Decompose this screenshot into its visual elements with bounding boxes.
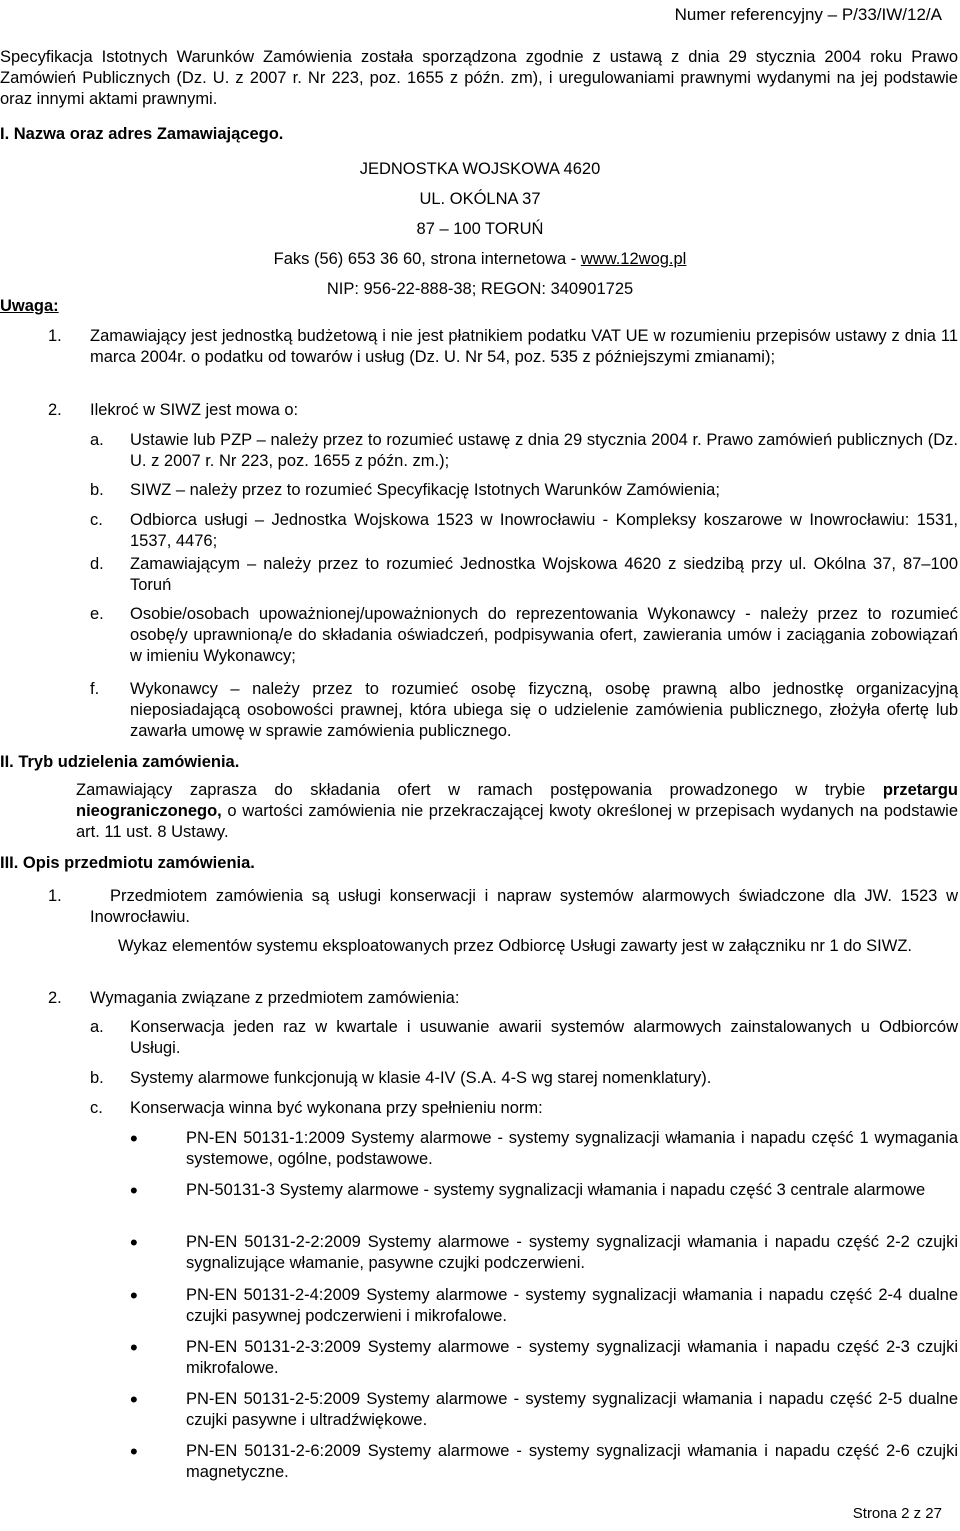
note-label: Uwaga: (0, 297, 59, 315)
requirement-text: Systemy alarmowe funkcjonują w klasie 4-IV (S.A. 4-S wg starej nomenklatury). (130, 1069, 712, 1087)
requirement-letter: a. (90, 1018, 104, 1036)
section-3-heading: III. Opis przedmiotu zamówienia. (0, 854, 255, 872)
note-text: Ilekroć w SIWZ jest mowa o: (90, 401, 299, 419)
note-number: 1. (48, 327, 62, 345)
intro-paragraph: Specyfikacja Istotnych Warunków Zamówienia została sporządzona zgodnie z ustawą z dnia 29 stycznia 2004 roku Prawo Zamówień Publicznych (Dz. U. z 2007 r. Nr 223, poz. 1655 z późn. zm), i uregulowaniami prawnymi wydanymi na jej podstawie oraz innymi aktami prawnymi. (0, 48, 958, 108)
bullet-icon: • (130, 1178, 138, 1203)
norm-item: PN-EN 50131-1:2009 Systemy alarmowe - systemy sygnalizacji włamania i napadu część 1 wymagania systemowe, ogólne, podstawowe. (186, 1129, 958, 1168)
address-ids: NIP: 956-22-888-38; REGON: 340901725 (326, 280, 634, 298)
bullet-icon: • (130, 1439, 138, 1464)
section-2-heading: II. Tryb udzielenia zamówienia. (0, 753, 240, 771)
item-number: 2. (48, 989, 62, 1007)
item-text: Wymagania związane z przedmiotem zamówienia: (90, 989, 460, 1007)
norm-item: PN-50131-3 Systemy alarmowe - systemy sygnalizacji włamania i napadu część 3 centrale alarmowe (186, 1181, 926, 1199)
bullet-icon: • (130, 1335, 138, 1360)
norm-item: PN-EN 50131-2-5:2009 Systemy alarmowe - systemy sygnalizacji włamania i napadu część 2-5 dualne czujki pasywne i ultradźwiękowe. (186, 1390, 958, 1429)
page-number: Strona 2 z 27 (852, 1505, 942, 1522)
address-name: JEDNOSTKA WOJSKOWA 4620 (359, 160, 601, 178)
definition-letter: b. (90, 481, 104, 499)
procedure-type: przetargu nieograniczonego, (76, 781, 958, 820)
item-text: Przedmiotem zamówienia są usługi konserwacji i napraw systemów alarmowych świadczone dla JW. 1523 w Inowrocławiu. (90, 887, 958, 926)
website-link[interactable]: www.12wog.pl (580, 250, 687, 268)
item-subtext: Wykaz elementów systemu eksploatowanych przez Odbiorcę Usługi zawarty jest w załączniku nr 1 do SIWZ. (118, 937, 912, 955)
definition-letter: e. (90, 605, 104, 623)
section-2-paragraph (76, 780, 958, 843)
note-number: 2. (48, 401, 62, 419)
requirement-letter: b. (90, 1069, 104, 1087)
definition-letter: a. (90, 431, 104, 449)
definition-letter: d. (90, 555, 104, 573)
norm-item: PN-EN 50131-2-6:2009 Systemy alarmowe - systemy sygnalizacji włamania i napadu część 2-6 czujki magnetyczne. (186, 1442, 958, 1481)
definition-text: Ustawie lub PZP – należy przez to rozumieć ustawę z dnia 29 stycznia 2004 r. Prawo zamówień publicznych (Dz. U. z 2007 r. Nr 223, poz. 1655 z późn. zm.); (130, 431, 958, 470)
norm-item: PN-EN 50131-2-3:2009 Systemy alarmowe - systemy sygnalizacji włamania i napadu część 2-3 czujki mikrofalowe. (186, 1338, 958, 1377)
bullet-icon: • (130, 1230, 138, 1255)
reference-number: Numer referencyjny – P/33/IW/12/A (674, 5, 942, 24)
address-city: 87 – 100 TORUŃ (416, 220, 544, 238)
address-street: UL. OKÓLNA 37 (419, 190, 541, 208)
bullet-icon: • (130, 1387, 138, 1412)
definition-text: Osobie/osobach upoważnionej/upoważnionych do reprezentowania Wykonawcy - należy przez to rozumieć osobę/y uprawnioną/e do składania oświadczeń, podpisywania ofert, zawierania umów i zaciągania zobowiązań w imieniu Wykonawcy; (130, 605, 958, 665)
definition-text: SIWZ – należy przez to rozumieć Specyfikację Istotnych Warunków Zamówienia; (130, 481, 720, 499)
section-1-heading: I. Nazwa oraz adres Zamawiającego. (0, 125, 284, 143)
bullet-icon: • (130, 1126, 138, 1151)
address-block (230, 154, 730, 304)
definition-letter: c. (90, 511, 103, 529)
definition-text: Odbiorca usługi – Jednostka Wojskowa 1523 w Inowrocławiu - Kompleksy koszarowe w Inowrocławiu: 1531, 1537, 4476; (130, 511, 958, 550)
address-contact (230, 244, 730, 274)
requirement-text: Konserwacja winna być wykonana przy spełnieniu norm: (130, 1099, 543, 1117)
item-number: 1. (48, 887, 62, 905)
definition-letter: f. (90, 680, 100, 698)
bullet-icon: • (130, 1283, 138, 1308)
contact-text: Faks (56) 653 36 60, strona internetowa - (273, 250, 581, 268)
note-text: Zamawiający jest jednostką budżetową i nie jest płatnikiem podatku VAT UE w rozumieniu przepisów ustawy z dnia 11 marca 2004r. o podatku od towarów i usług (Dz. U. Nr 54, poz. 535 z późniejszymi zmianami); (90, 327, 958, 366)
norm-item: PN-EN 50131-2-4:2009 Systemy alarmowe - systemy sygnalizacji włamania i napadu część 2-4 dualne czujki pasywnej podczerwieni i mikrofalowe. (186, 1286, 958, 1325)
definition-text: Zamawiającym – należy przez to rozumieć Jednostka Wojskowa 4620 z siedzibą przy ul. Okólna 37, 87–100 Toruń (130, 555, 958, 594)
norm-item: PN-EN 50131-2-2:2009 Systemy alarmowe - systemy sygnalizacji włamania i napadu część 2-2 czujki sygnalizujące włamanie, pasywne czujki podczerwieni. (186, 1233, 958, 1272)
section-2-text: Zamawiający zaprasza do składania ofert w ramach postępowania prowadzonego w trybie (76, 781, 883, 799)
definition-text: Wykonawcy – należy przez to rozumieć osobę fizyczną, osobę prawną albo jednostkę organizacyjną nieposiadającą osobowości prawnej, która ubiega się o udzielenie zamówienia publicznego, złożyła ofertę lub zawarła umowę w sprawie zamówienia publicznego. (130, 680, 958, 740)
requirement-letter: c. (90, 1099, 103, 1117)
requirement-text: Konserwacja jeden raz w kwartale i usuwanie awarii systemów alarmowych zainstalowanych u Odbiorców Usługi. (130, 1018, 958, 1057)
section-2-text-end: o wartości zamówienia nie przekraczającej kwoty określonej w przepisach wydanych na podstawie art. 11 ust. 8 Ustawy. (76, 802, 958, 841)
